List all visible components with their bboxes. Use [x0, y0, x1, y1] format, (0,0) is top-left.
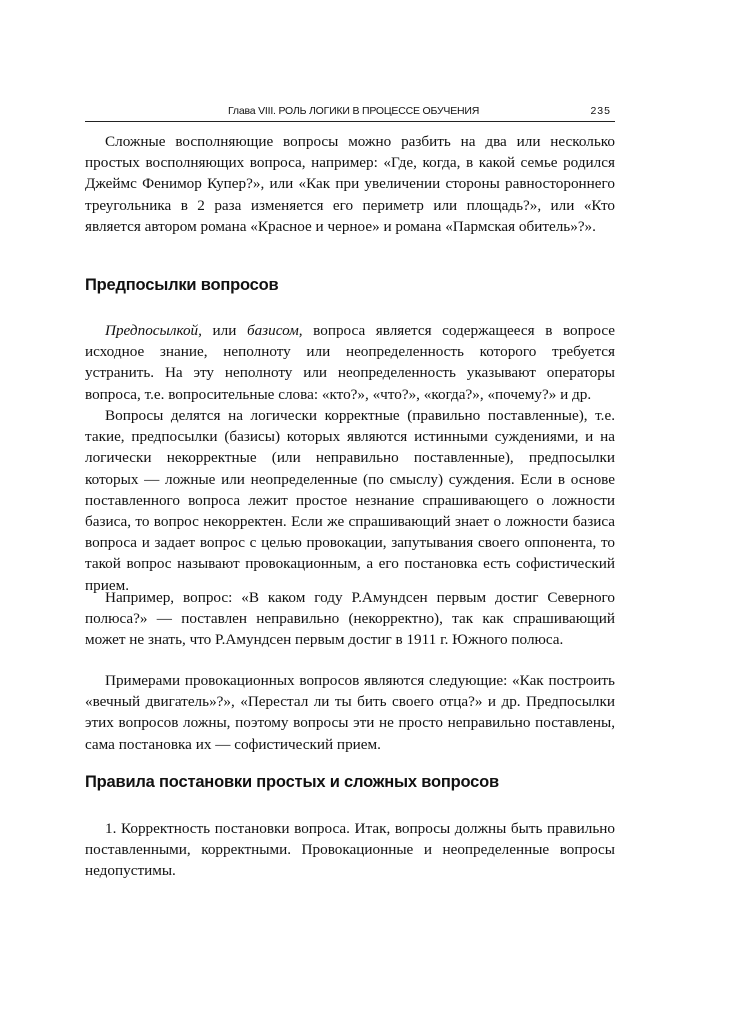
- term-basis: базисом,: [246, 322, 303, 339]
- definition-text: вопроса является содержащееся в вопросе исходное знание, неполноту или неопределенность которого требуется устранить. На эту неполноту или неопределенность указывают операторы вопроса, т.е. вопросительные слова: «кто?», «что?», «когда?», «почему?» и др.: [85, 322, 615, 403]
- paragraph-rule-1: [85, 818, 615, 882]
- chapter-title: Глава VIII. РОЛЬ ЛОГИКИ В ПРОЦЕССЕ ОБУЧЕНИЯ: [228, 105, 480, 117]
- term-premise: Предпосылкой,: [105, 322, 202, 339]
- page-number: 235: [590, 105, 611, 117]
- paragraph-text: Сложные восполняющие вопросы можно разбить на два или несколько простых восполняющих вопроса, например: «Где, когда, в какой семье родился Джеймс Фенимор Купер?», или «Как при увеличении стороны равностороннего треугольника в 2 раза изменяется его периметр или площадь?», или «Кто является автором романа «Красное и черное» и романа «Пармская обитель»?».: [85, 133, 615, 235]
- paragraph-text: Например, вопрос: «В каком году Р.Амундсен первым достиг Северного полюса?» — поставлен неправильно (некорректно), так как спрашивающий может не знать, что Р.Амундсен первым достиг в 1911 г. Южного полюса.: [85, 589, 615, 649]
- section-heading-premises: [85, 276, 615, 295]
- paragraph-correctness: [85, 405, 615, 596]
- paragraph-provocative-examples: [85, 670, 615, 755]
- conjunction: или: [201, 322, 247, 339]
- paragraph-compound-questions: [85, 131, 615, 237]
- paragraph-amundsen-example: [85, 587, 615, 651]
- paragraph-premise-definition: [85, 320, 615, 405]
- paragraph-text: Примерами провокационных вопросов являются следующие: «Как построить «вечный двигатель»?», «Перестал ли ты бить своего отца?» и др. Предпосылки этих вопросов ложны, поэтому вопросы эти не просто неправильно поставлены, сама постановка их — софистический прием.: [85, 672, 615, 753]
- paragraph-text: Вопросы делятся на логически корректные (правильно поставленные), т.е. такие, предпосылки (базисы) которых являются истинными суждениями, и на логически некорректные (или неправильно поставленные), предпосылки которых — ложные или неопределенные (по смыслу) суждения. Если в основе поставленного вопроса лежит простое незнание спрашивающего о ложности базиса, то вопрос некорректен. Если же спрашивающий знает о ложности базиса вопроса и задает вопрос с целью провокации, запутывания своего оппонента, то такой вопрос называют провокационным, а его постановка есть софистический прием.: [85, 407, 615, 594]
- section-heading-rules: [85, 773, 615, 792]
- heading-text: Правила постановки простых и сложных вопросов: [85, 773, 499, 791]
- running-head: [85, 103, 615, 122]
- paragraph-text: [85, 320, 615, 405]
- paragraph-text: 1. Корректность постановки вопроса. Итак, вопросы должны быть правильно поставленными, корректными. Провокационные и неопределенные вопросы недопустимы.: [85, 820, 615, 880]
- heading-text: Предпосылки вопросов: [85, 276, 279, 294]
